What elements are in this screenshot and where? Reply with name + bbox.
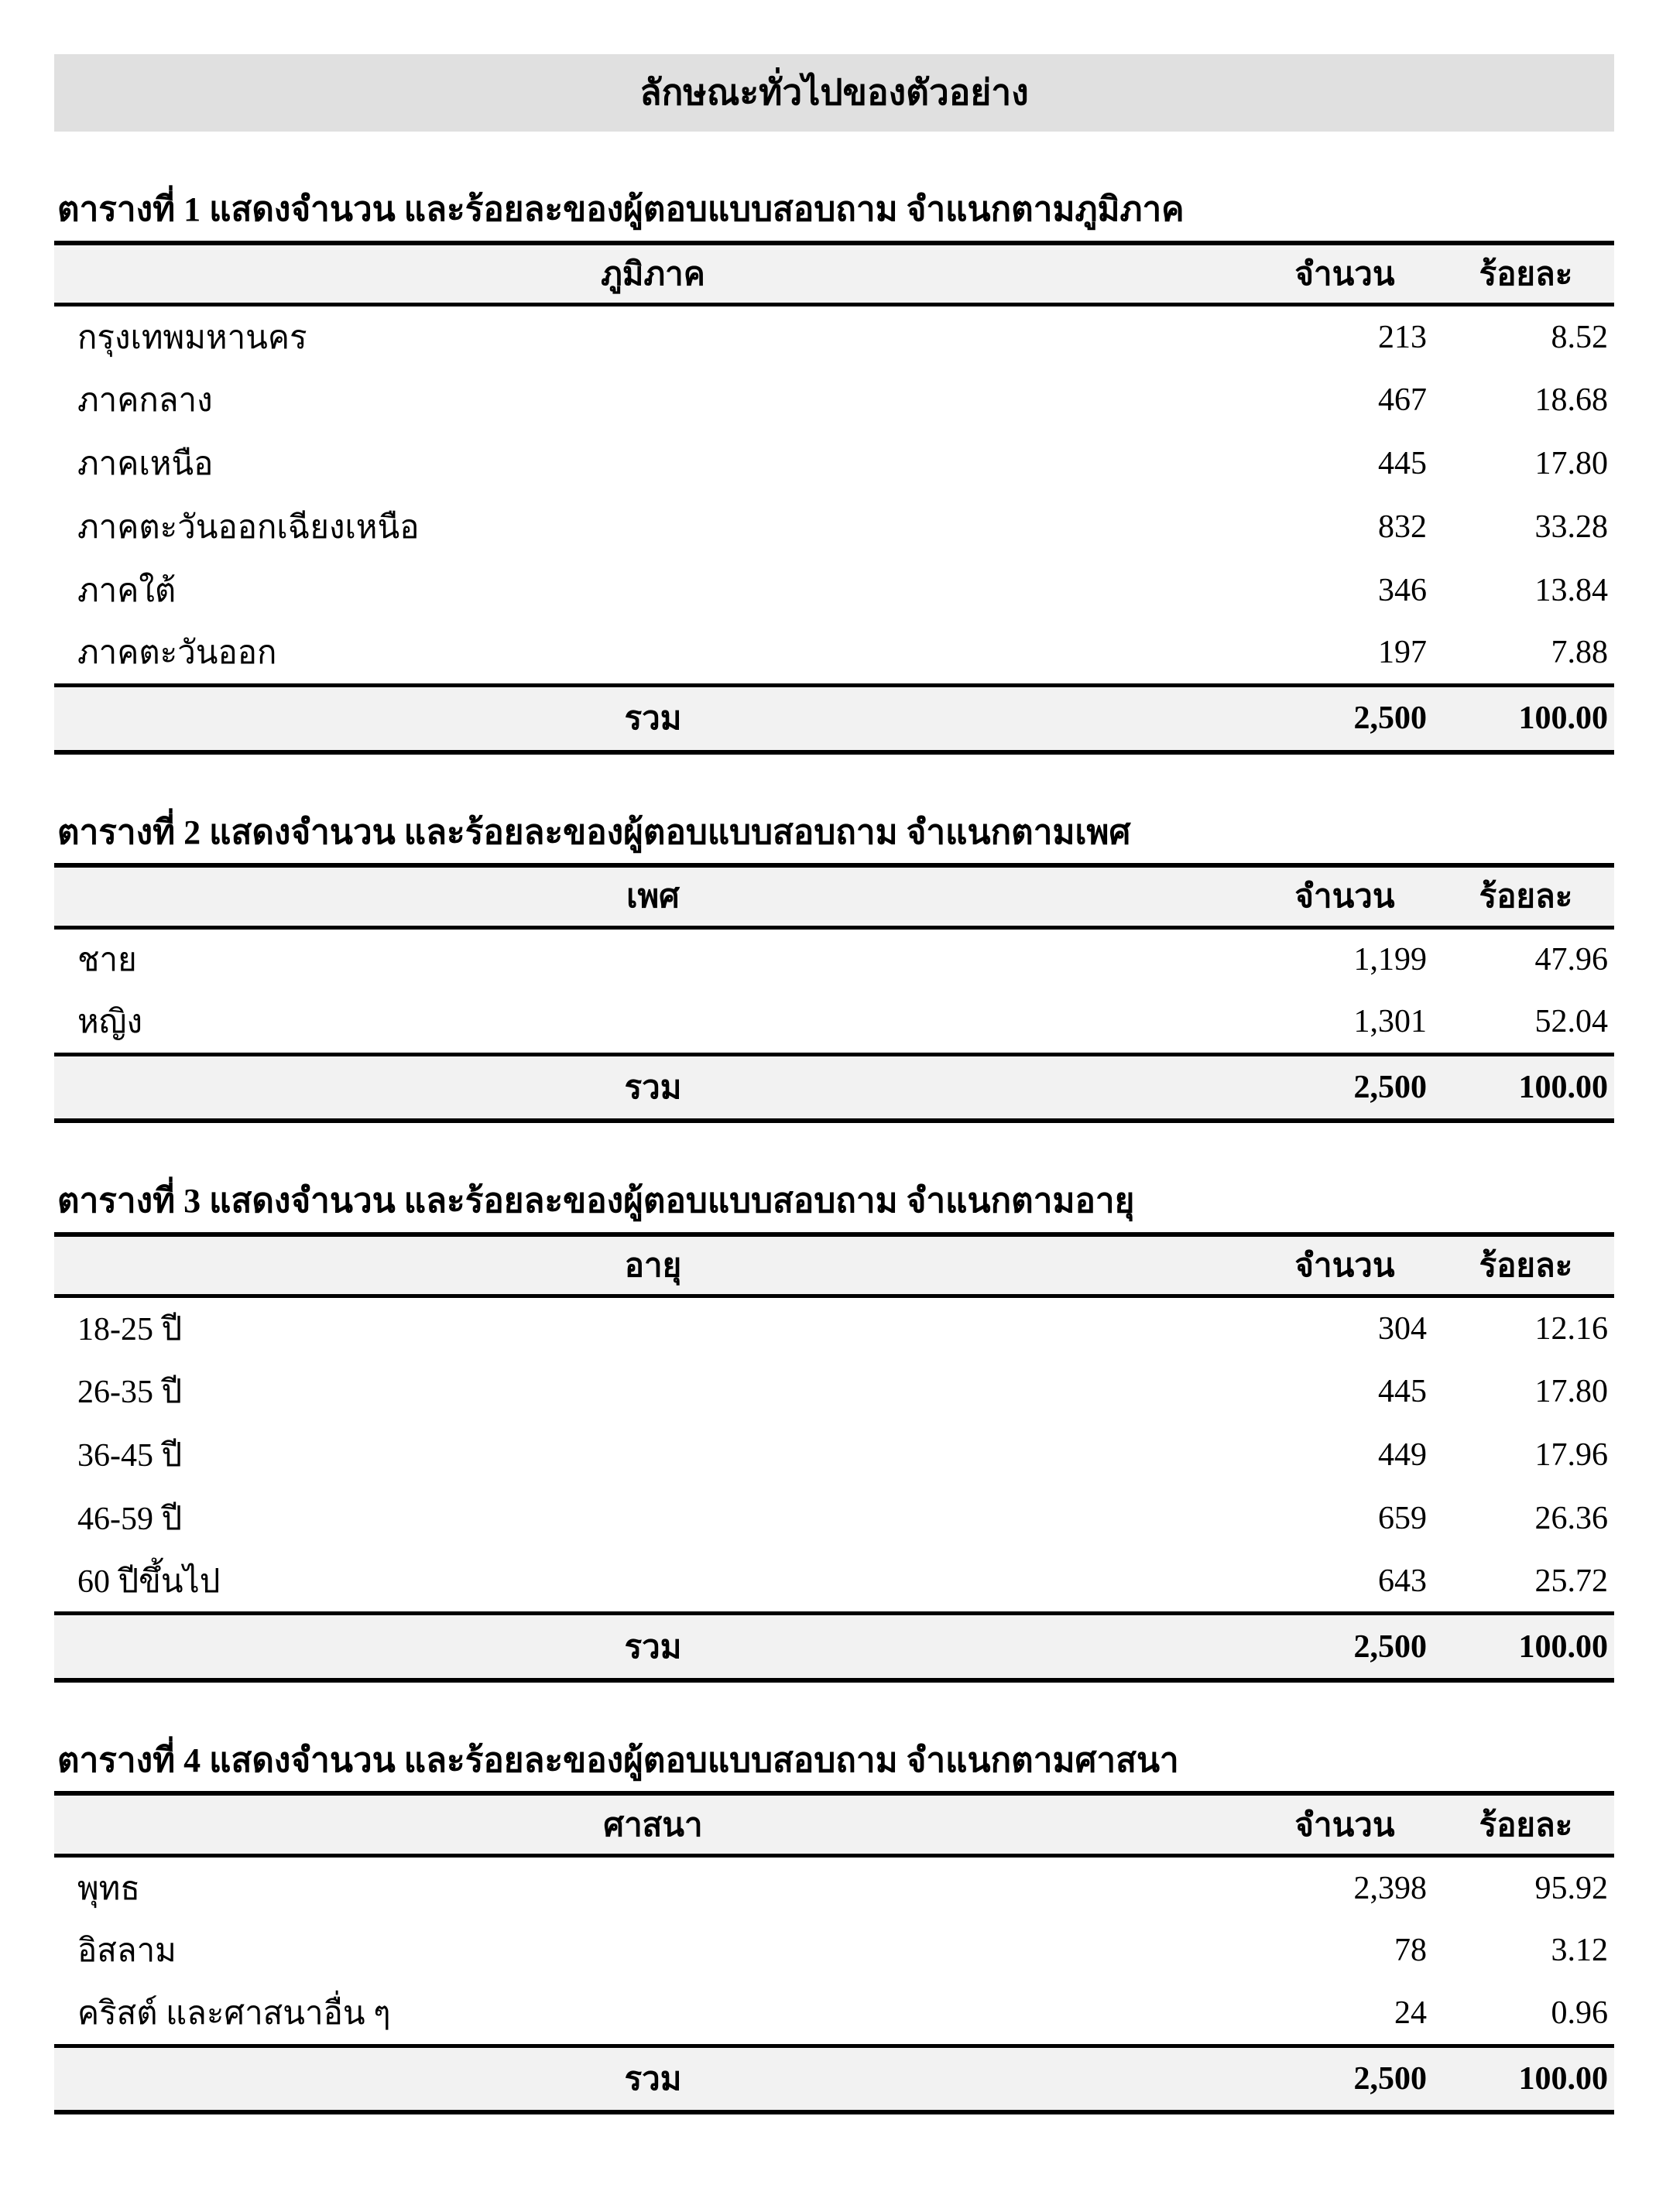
row-percent: 17.80 — [1534, 445, 1608, 481]
row-label: 26-35 ปี — [77, 1374, 183, 1410]
row-label: ภาคเหนือ — [77, 446, 214, 482]
total-label: รวม — [54, 2046, 1252, 2112]
row-label: ภาคกลาง — [77, 382, 213, 419]
table-body — [54, 1855, 1614, 2046]
total-percent: 100.00 — [1438, 686, 1614, 752]
total-count: 2,500 — [1252, 2046, 1438, 2112]
column-header-count: จำนวน — [1252, 1234, 1438, 1296]
row-label: 46-59 ปี — [77, 1501, 183, 1537]
table-block — [54, 190, 1614, 755]
total-percent: 100.00 — [1438, 1614, 1614, 1680]
row-count: 449 — [1378, 1436, 1427, 1473]
column-header-count: จำนวน — [1252, 1793, 1438, 1855]
total-label: รวม — [54, 1614, 1252, 1680]
table-row — [54, 1855, 1614, 1919]
row-count: 643 — [1378, 1563, 1427, 1599]
row-count: 213 — [1378, 319, 1427, 355]
table-body — [54, 305, 1614, 686]
row-percent: 52.04 — [1534, 1003, 1608, 1039]
table-title: ตารางที่ 4 แสดงจำนวน และร้อยละของผู้ตอบแบบสอบถาม จำแนกตามศาสนา — [57, 1741, 1179, 1779]
row-count: 2,398 — [1353, 1870, 1427, 1906]
row-count: 445 — [1378, 445, 1427, 481]
row-percent: 18.68 — [1534, 382, 1608, 418]
total-percent: 100.00 — [1438, 2046, 1614, 2112]
total-label: รวม — [54, 1054, 1252, 1121]
row-percent: 7.88 — [1551, 635, 1608, 671]
row-count: 78 — [1394, 1933, 1427, 1969]
total-row — [54, 686, 1614, 752]
row-percent: 17.96 — [1534, 1436, 1608, 1473]
row-label: พุทธ — [77, 1871, 141, 1907]
row-label: อิสลาม — [77, 1933, 177, 1970]
row-label: ชาย — [77, 943, 137, 979]
table-header — [54, 1793, 1614, 1855]
table-row — [54, 622, 1614, 686]
column-header-percent: ร้อยละ — [1438, 865, 1614, 927]
total-row — [54, 1614, 1614, 1680]
row-percent: 95.92 — [1534, 1870, 1608, 1906]
row-label: 60 ปีขึ้นไป — [77, 1563, 221, 1600]
row-percent: 0.96 — [1551, 1995, 1608, 2032]
table-footer — [54, 1614, 1614, 1680]
data-table — [54, 1791, 1614, 2114]
table-row — [54, 1550, 1614, 1614]
table-title: ตารางที่ 1 แสดงจำนวน และร้อยละของผู้ตอบแบบสอบถาม จำแนกตามภูมิภาค — [57, 190, 1184, 228]
table-title: ตารางที่ 2 แสดงจำนวน และร้อยละของผู้ตอบแบบสอบถาม จำแนกตามเพศ — [57, 813, 1131, 851]
table-title: ตารางที่ 3 แสดงจำนวน และร้อยละของผู้ตอบแบบสอบถาม จำแนกตามอายุ — [57, 1182, 1135, 1221]
row-label: หญิง — [77, 1004, 142, 1040]
row-count: 659 — [1378, 1500, 1427, 1536]
column-header-percent: ร้อยละ — [1438, 1234, 1614, 1296]
table-block — [54, 1741, 1614, 2115]
table-row — [54, 991, 1614, 1054]
total-percent: 100.00 — [1438, 1054, 1614, 1121]
row-label: 18-25 ปี — [77, 1312, 183, 1348]
row-label: ภาคตะวันออกเฉียงเหนือ — [77, 509, 420, 546]
table-block — [54, 1182, 1614, 1683]
table-footer — [54, 2046, 1614, 2112]
table-footer — [54, 686, 1614, 752]
row-count: 346 — [1378, 572, 1427, 608]
row-count: 467 — [1378, 382, 1427, 418]
total-row — [54, 1054, 1614, 1121]
row-percent: 25.72 — [1534, 1563, 1608, 1599]
column-header-percent: ร้อยละ — [1438, 243, 1614, 305]
table-body — [54, 1296, 1614, 1614]
table-header — [54, 1234, 1614, 1296]
total-label: รวม — [54, 686, 1252, 752]
table-row — [54, 495, 1614, 559]
row-count: 304 — [1378, 1311, 1427, 1347]
table-row — [54, 432, 1614, 495]
table-header — [54, 865, 1614, 927]
row-percent: 26.36 — [1534, 1500, 1608, 1536]
table-row — [54, 368, 1614, 432]
table-row — [54, 559, 1614, 622]
total-count: 2,500 — [1252, 1054, 1438, 1121]
row-label: 36-45 ปี — [77, 1437, 183, 1474]
row-count: 832 — [1378, 508, 1427, 545]
table-row — [54, 1360, 1614, 1423]
data-table — [54, 241, 1614, 755]
row-count: 24 — [1394, 1995, 1427, 2032]
column-header-category: เพศ — [54, 865, 1252, 927]
row-label: คริสต์ และศาสนาอื่น ๆ — [77, 1996, 391, 2032]
row-count: 1,199 — [1353, 942, 1427, 978]
column-header-count: จำนวน — [1252, 243, 1438, 305]
row-count: 1,301 — [1353, 1003, 1427, 1039]
row-count: 197 — [1378, 635, 1427, 671]
table-body — [54, 927, 1614, 1054]
row-percent: 8.52 — [1551, 319, 1608, 355]
total-row — [54, 2046, 1614, 2112]
table-row — [54, 1423, 1614, 1487]
row-percent: 13.84 — [1534, 572, 1608, 608]
column-header-category: ภูมิภาค — [54, 243, 1252, 305]
data-table — [54, 863, 1614, 1123]
row-label: กรุงเทพมหานคร — [77, 320, 307, 356]
row-percent: 17.80 — [1534, 1373, 1608, 1409]
column-header-percent: ร้อยละ — [1438, 1793, 1614, 1855]
row-label: ภาคตะวันออก — [77, 635, 277, 672]
row-count: 445 — [1378, 1373, 1427, 1409]
table-row — [54, 927, 1614, 991]
table-block — [54, 813, 1614, 1124]
table-footer — [54, 1054, 1614, 1121]
row-percent: 33.28 — [1534, 508, 1608, 545]
row-label: ภาคใต้ — [77, 573, 177, 609]
table-header-row — [54, 1234, 1614, 1296]
data-table — [54, 1232, 1614, 1683]
table-header-row — [54, 1793, 1614, 1855]
table-row — [54, 1982, 1614, 2046]
table-row — [54, 1919, 1614, 1982]
table-header — [54, 243, 1614, 305]
tables-region — [54, 190, 1614, 2114]
table-header-row — [54, 243, 1614, 305]
page-banner — [54, 54, 1614, 132]
column-header-category: ศาสนา — [54, 1793, 1252, 1855]
table-header-row — [54, 865, 1614, 927]
table-row — [54, 1487, 1614, 1550]
column-header-count: จำนวน — [1252, 865, 1438, 927]
table-row — [54, 1296, 1614, 1360]
row-percent: 3.12 — [1551, 1933, 1608, 1969]
row-percent: 47.96 — [1534, 942, 1608, 978]
total-count: 2,500 — [1252, 686, 1438, 752]
total-count: 2,500 — [1252, 1614, 1438, 1680]
page-banner-title: ลักษณะทั่วไปของตัวอย่าง — [639, 72, 1029, 112]
table-row — [54, 305, 1614, 368]
row-percent: 12.16 — [1534, 1311, 1608, 1347]
column-header-category: อายุ — [54, 1234, 1252, 1296]
